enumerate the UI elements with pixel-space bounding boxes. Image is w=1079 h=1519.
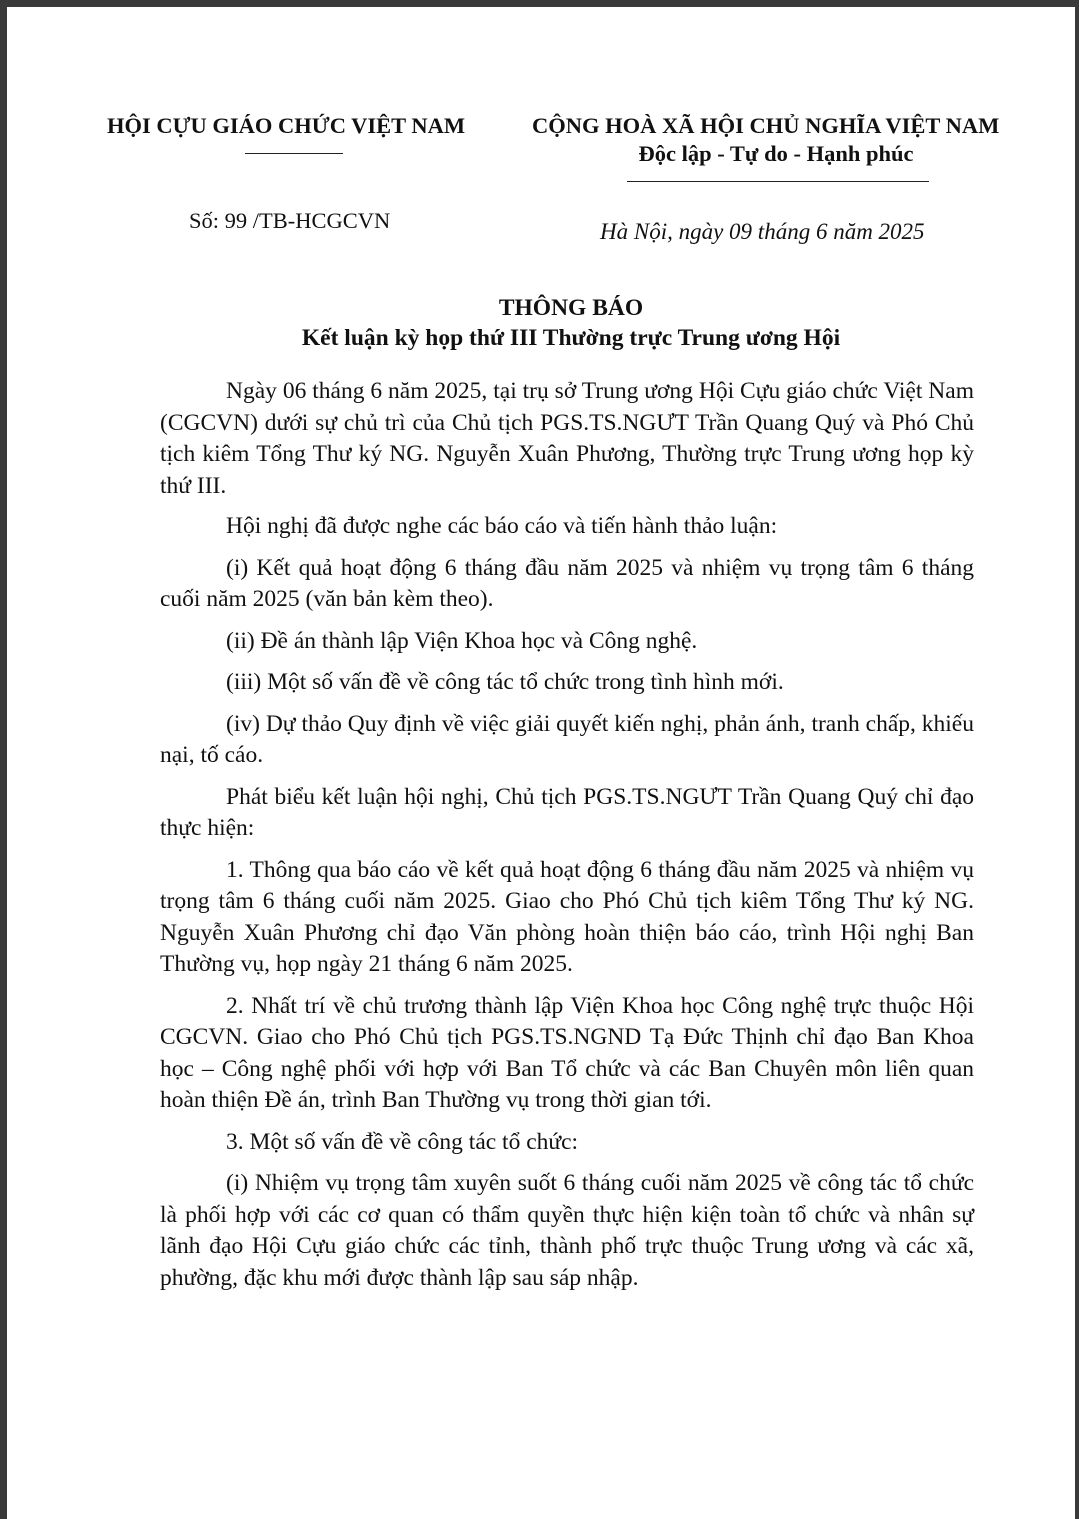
paragraph-item-iv: (iv) Dự thảo Quy định về việc giải quyết kiến nghị, phản ánh, tranh chấp, khiếu nại, tố cáo. bbox=[160, 710, 974, 768]
document-number: Số: 99 /TB-HCGCVN bbox=[189, 208, 391, 233]
place-and-date: Hà Nội, ngày 09 tháng 6 năm 2025 bbox=[600, 219, 925, 244]
org-name: HỘI CỰU GIÁO CHỨC VIỆT NAM bbox=[107, 113, 466, 138]
paragraph-conclusion-2: 2. Nhất trí về chủ trương thành lập Viện Khoa học Công nghệ trực thuộc Hội CGCVN. Giao cho Phó Chủ tịch PGS.TS.NGND Tạ Đức Thịnh chỉ đạo Ban Khoa học – Công nghệ phối với hợp với Ban Tổ chức và các Ban Chuyên môn liên quan hoàn thiện Đề án, trình Ban Thường vụ trong thời gian tới. bbox=[160, 992, 974, 1113]
paragraph-meeting-intro: Ngày 06 tháng 6 năm 2025, tại trụ sở Trung ương Hội Cựu giáo chức Việt Nam (CGCVN) dưới sự chủ trì của Chủ tịch PGS.TS.NGƯT Trần Quang Quý và Phó Chủ tịch kiêm Tổng Thư ký NG. Nguyễn Xuân Phương, Thường trực Trung ương họp kỳ thứ III. bbox=[160, 378, 974, 499]
paragraph-item-ii: (ii) Đề án thành lập Viện Khoa học và Công nghệ. bbox=[226, 627, 698, 654]
paragraph-conclusion-1: 1. Thông qua báo cáo về kết quả hoạt động 6 tháng đầu năm 2025 và nhiệm vụ trọng tâm 6 tháng cuối năm 2025. Giao cho Phó Chủ tịch kiêm Tổng Thư ký NG. Nguyễn Xuân Phương chỉ đạo Văn phòng hoàn thiện báo cáo, trình Hội nghị Ban Thường vụ, họp ngày 21 tháng 6 năm 2025. bbox=[160, 856, 974, 977]
document-title: THÔNG BÁO bbox=[498, 295, 644, 321]
document-page bbox=[7, 7, 1075, 1519]
paragraph-conclusion-3: 3. Một số vấn đề về công tác tổ chức: bbox=[226, 1128, 579, 1155]
document-body bbox=[160, 376, 974, 1294]
paragraph-reports-heard: Hội nghị đã được nghe các báo cáo và tiến hành thảo luận: bbox=[226, 513, 778, 539]
paragraph-conclusion-3-i: (i) Nhiệm vụ trọng tâm xuyên suốt 6 tháng cuối năm 2025 về công tác tổ chức là phối hợp với các cơ quan có thẩm quyền thực hiện kiện toàn tổ chức và nhân sự lãnh đạo Hội Cựu giáo chức các tỉnh, thành phố trực thuộc Trung ương và các xã, phường, đặc khu mới được thành lập sau sáp nhập. bbox=[160, 1170, 974, 1291]
motto-underline bbox=[627, 181, 929, 182]
document-subtitle: Kết luận kỳ họp thứ III Thường trực Trung ương Hội bbox=[301, 325, 841, 351]
org-name-underline bbox=[245, 153, 343, 154]
country-name: CỘNG HOÀ XÃ HỘI CHỦ NGHĨA VIỆT NAM bbox=[532, 113, 1000, 138]
paragraph-item-i: (i) Kết quả hoạt động 6 tháng đầu năm 2025 và nhiệm vụ trọng tâm 6 tháng cuối năm 2025 (văn bản kèm theo). bbox=[160, 554, 974, 612]
paragraph-item-iii: (iii) Một số vấn đề về công tác tổ chức trong tình hình mới. bbox=[226, 669, 784, 695]
paragraph-conclusion-intro: Phát biểu kết luận hội nghị, Chủ tịch PGS.TS.NGƯT Trần Quang Quý chỉ đạo thực hiện: bbox=[160, 783, 974, 841]
national-motto: Độc lập - Tự do - Hạnh phúc bbox=[638, 141, 914, 166]
